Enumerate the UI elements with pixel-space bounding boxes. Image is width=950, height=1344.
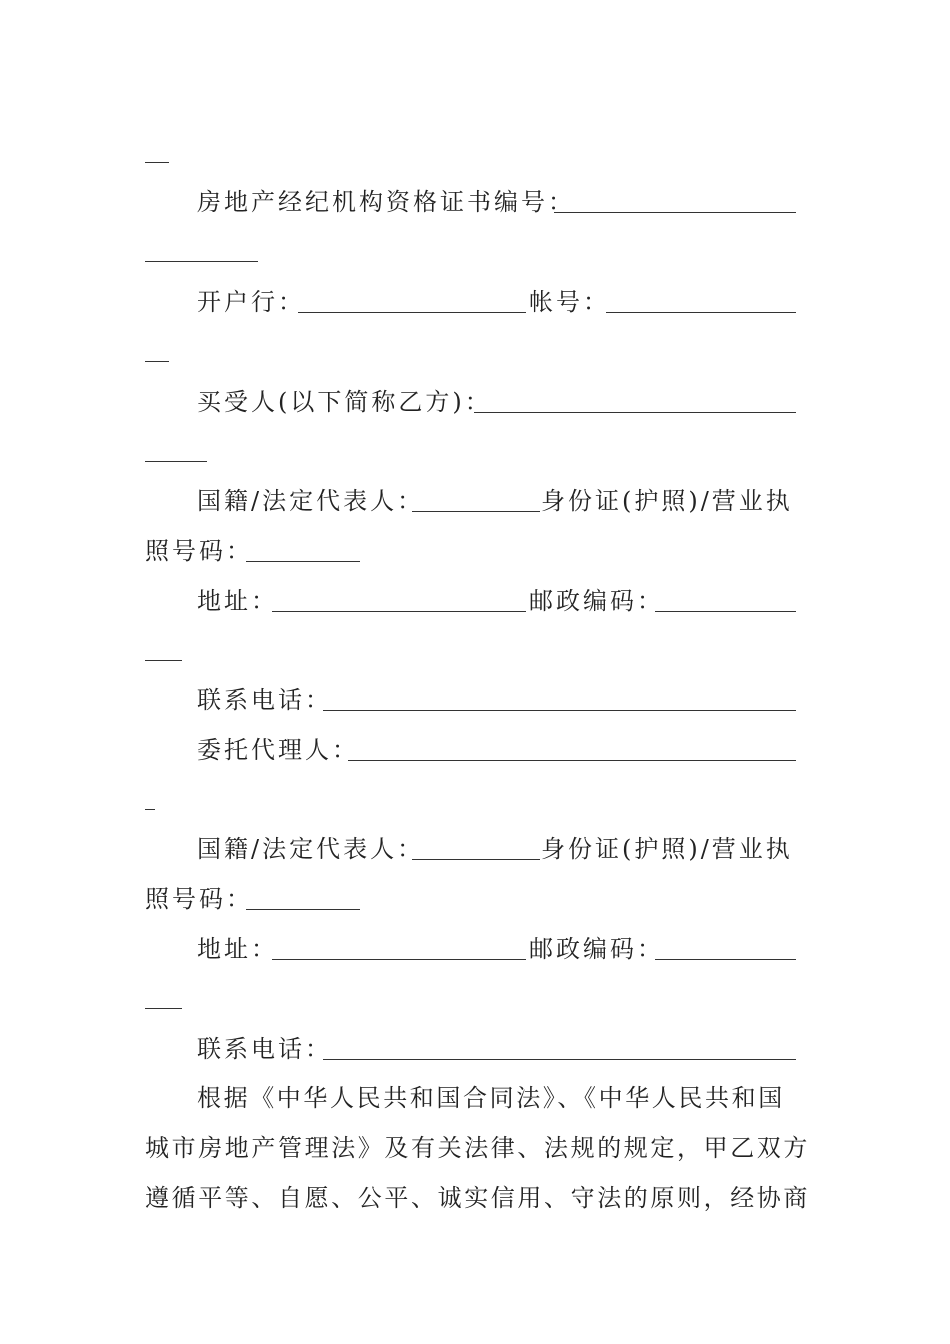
buyer-blank[interactable] [474, 412, 796, 413]
certificate-number-blank[interactable] [554, 212, 796, 213]
certificate-number-label: 房地产经纪机构资格证书编号： [197, 188, 575, 216]
blank-stub [145, 162, 169, 163]
account-label: 帐号： [529, 288, 610, 316]
id-number-blank[interactable] [246, 561, 360, 562]
paragraph-line-3: 遵循平等、自愿、公平、诚实信用、守法的原则，经协商 [145, 1184, 810, 1212]
agent-blank-cont[interactable] [145, 809, 155, 810]
certificate-number-blank-cont[interactable] [145, 261, 258, 262]
buyer-blank-cont[interactable] [145, 461, 207, 462]
account-blank-cont[interactable] [145, 361, 169, 362]
nationality-label-2: 国籍/法定代表人： [197, 835, 425, 863]
phone-blank-2[interactable] [323, 1059, 796, 1060]
address-blank[interactable] [272, 611, 526, 612]
address-label: 地址： [197, 587, 278, 615]
phone-label: 联系电话： [197, 686, 332, 714]
address-label-2: 地址： [197, 935, 278, 963]
postcode-label: 邮政编码： [529, 587, 664, 615]
paragraph-line-2: 城市房地产管理法》及有关法律、法规的规定，甲乙双方 [145, 1134, 810, 1162]
nationality-blank-2[interactable] [412, 859, 540, 860]
buyer-label: 买受人(以下简称乙方)： [197, 388, 492, 416]
id-number-blank-2[interactable] [246, 909, 360, 910]
id-number-label: 照号码： [145, 537, 253, 565]
account-blank[interactable] [606, 312, 796, 313]
address-blank-2[interactable] [272, 959, 526, 960]
phone-blank[interactable] [323, 710, 796, 711]
id-label-2: 身份证(护照)/营业执 [541, 835, 793, 863]
bank-label: 开户行： [197, 288, 305, 316]
agent-blank[interactable] [348, 760, 796, 761]
id-number-label-2: 照号码： [145, 885, 253, 913]
bank-blank[interactable] [298, 312, 526, 313]
postcode-label-2: 邮政编码： [529, 935, 664, 963]
postcode-blank-cont[interactable] [145, 660, 182, 661]
paragraph-line-1: 根据《中华人民共和国合同法》、《中华人民共和国 [197, 1084, 785, 1112]
postcode-blank[interactable] [655, 611, 796, 612]
nationality-label: 国籍/法定代表人： [197, 487, 425, 515]
agent-label: 委托代理人： [197, 736, 359, 764]
phone-label-2: 联系电话： [197, 1035, 332, 1063]
postcode-blank-2[interactable] [655, 959, 796, 960]
nationality-blank[interactable] [412, 511, 540, 512]
postcode-blank-2-cont[interactable] [145, 1008, 182, 1009]
id-label: 身份证(护照)/营业执 [541, 487, 793, 515]
